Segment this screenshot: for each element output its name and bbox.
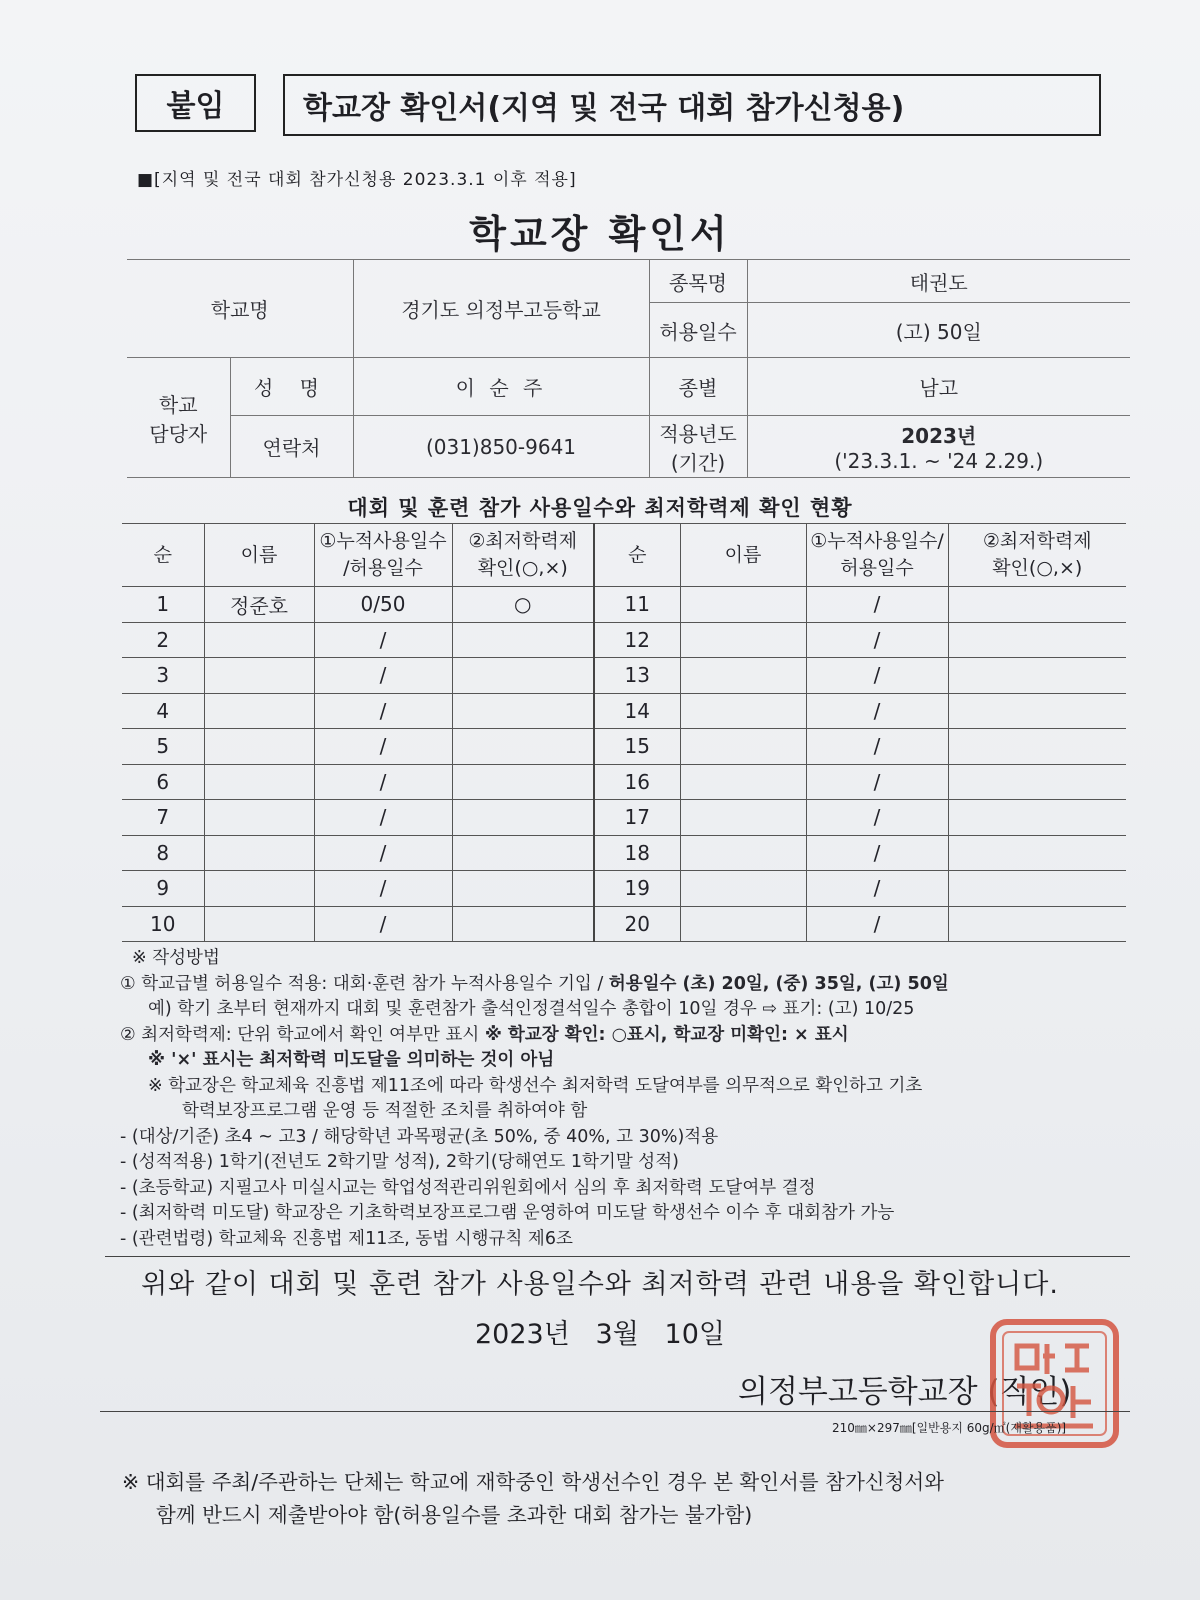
footer-line2: 함께 반드시 제출받아야 함(허용일수를 초과한 대회 참가는 불가함) xyxy=(156,1503,753,1527)
period-value: ('23.3.1. ~ '24 2.29.) xyxy=(834,449,1044,473)
table-row xyxy=(122,871,1126,907)
note-4a: ※ 학교장은 학교체육 진흥법 제11조에 따라 학생선수 최저학력 도달여부를 의무적으로 확인하고 기초 xyxy=(148,1075,923,1096)
note-1-example-text: 예) 학기 초부터 현재까지 대회 및 훈련참가 출석인정결석일수 총합이 10일 경우 ⇨ 표기: (고) 10/25 xyxy=(148,999,915,1019)
student-status-table xyxy=(122,523,1126,942)
header-cumulative-right xyxy=(806,524,948,587)
cumulative-days-cell: / xyxy=(806,871,948,907)
footer-note xyxy=(122,1466,1132,1532)
note-3: ※ '×' 표시는 최저학력 미도달을 의미하는 것이 아님 xyxy=(148,1050,555,1070)
student-name-cell xyxy=(204,622,314,658)
cumulative-days-cell: / xyxy=(806,622,948,658)
detail-4: - (최저학력 미도달) 학교장은 기초학력보장프로그램 운영하여 미도달 학생선수 이수 후 대회참가 가능 xyxy=(120,1203,895,1223)
sport-label: 종목명 xyxy=(649,260,747,303)
cumulative-days-cell: / xyxy=(314,800,452,836)
status-section-title: 대회 및 훈련 참가 사용일수와 최저학력제 확인 현황 xyxy=(347,496,853,520)
table-row xyxy=(122,729,1126,765)
note-2 xyxy=(120,1023,1130,1049)
table-row xyxy=(122,658,1126,694)
student-name-cell xyxy=(204,800,314,836)
cumulative-days-cell: / xyxy=(314,906,452,942)
row-number-cell: 9 xyxy=(122,871,204,907)
cumulative-days-cell: 0/50 xyxy=(314,587,452,623)
min-academic-check-cell: ○ xyxy=(452,587,594,623)
row-number-cell: 8 xyxy=(122,835,204,871)
table-row xyxy=(122,693,1126,729)
detail-5: - (관련법령) 학교체육 진흥법 제11조, 동법 시행규칙 제6조 xyxy=(120,1228,573,1249)
header-min-right-line2: 확인(○,×) xyxy=(992,557,1083,579)
table-row xyxy=(122,764,1126,800)
student-name-cell xyxy=(680,906,806,942)
confirmation-statement: 위와 같이 대회 및 훈련 참가 사용일수와 최저학력 관련 내용을 확인합니다. xyxy=(141,1269,1059,1300)
footer-line1: ※ 대회를 주최/주관하는 단체는 학교에 재학중인 학생선수인 경우 본 확인서를 참가신청서와 xyxy=(122,1470,944,1494)
instructions xyxy=(120,946,1130,1252)
attachment-label: 붙임 xyxy=(135,74,256,132)
student-name-cell xyxy=(680,622,806,658)
note-2-text: ② 최저학력제: 단위 학교에서 확인 여부만 표시 xyxy=(120,1024,485,1045)
category-value: 남고 xyxy=(747,358,1130,416)
contact-label: 연락처 xyxy=(230,416,353,478)
row-number-cell: 16 xyxy=(594,764,680,800)
note-1-example xyxy=(120,997,1130,1023)
year-cell xyxy=(747,416,1130,478)
document-title: 학교장 확인서 xyxy=(469,212,731,256)
school-info-table xyxy=(127,259,1130,478)
min-academic-check-cell xyxy=(452,693,594,729)
form-title: 학교장 확인서(지역 및 전국 대회 참가신청용) xyxy=(283,74,1101,136)
min-academic-check-cell xyxy=(948,871,1126,907)
note-2-bold: ※ 학교장 확인: ○표시, 학교장 미확인: × 표시 xyxy=(484,1024,849,1045)
min-academic-check-cell xyxy=(452,729,594,765)
school-value: 경기도 의정부고등학교 xyxy=(353,260,649,358)
min-academic-check-cell xyxy=(948,835,1126,871)
student-name-cell xyxy=(680,800,806,836)
student-name-cell xyxy=(204,835,314,871)
student-name-cell xyxy=(680,658,806,694)
header-name-right: 이름 xyxy=(680,524,806,587)
notes-heading: ※ 작성방법 xyxy=(132,948,220,968)
student-name-cell xyxy=(680,764,806,800)
row-number-cell: 17 xyxy=(594,800,680,836)
cumulative-days-cell: / xyxy=(806,658,948,694)
detail-3: - (초등학교) 지필고사 미실시교는 학업성적관리위원회에서 심의 후 최저학력 도달여부 결정 xyxy=(120,1177,816,1198)
paper-spec: 210㎜×297㎜[일반용지 60g/㎡(재활용품)] xyxy=(832,1421,1067,1435)
row-number-cell: 5 xyxy=(122,729,204,765)
table-row xyxy=(122,906,1126,942)
table-row xyxy=(122,587,1126,623)
min-academic-check-cell xyxy=(452,871,594,907)
min-academic-check-cell xyxy=(948,693,1126,729)
student-name-cell xyxy=(204,871,314,907)
year-value: 2023년 xyxy=(901,424,977,448)
student-name-cell xyxy=(680,587,806,623)
cumulative-days-cell: / xyxy=(806,764,948,800)
note-1-text: ① 학교급별 허용일수 적용: 대회·훈련 참가 누적사용일수 기입 / xyxy=(120,973,609,994)
name-label: 성 명 xyxy=(230,358,353,416)
contact-value: (031)850-9641 xyxy=(353,416,649,478)
confirmation-date: 2023년 3월 10일 xyxy=(475,1319,725,1350)
row-number-cell: 4 xyxy=(122,693,204,729)
cumulative-days-cell: / xyxy=(806,835,948,871)
table-header-row xyxy=(122,524,1126,587)
row-number-cell: 6 xyxy=(122,764,204,800)
header-min-line2: 확인(○,×) xyxy=(477,557,568,579)
table-row xyxy=(122,800,1126,836)
cumulative-days-cell: / xyxy=(314,658,452,694)
sport-value: 태권도 xyxy=(747,260,1130,303)
row-number-cell: 18 xyxy=(594,835,680,871)
detail-1: - (대상/기준) 초4 ~ 고3 / 해당학년 과목평균(초 50%, 중 40%, 고 30%)적용 xyxy=(120,1126,719,1147)
principal-signature-line: 의정부고등학교장 (직인) xyxy=(738,1374,1072,1410)
cumulative-days-cell: / xyxy=(314,764,452,800)
header-name: 이름 xyxy=(204,524,314,587)
detail-2: - (성적적용) 1학기(전년도 2학기말 성적), 2학기(당해연도 1학기말 성적) xyxy=(120,1152,679,1172)
year-label-line2: (기간) xyxy=(670,450,726,475)
min-academic-check-cell xyxy=(452,622,594,658)
name-value: 이 순 주 xyxy=(353,358,649,416)
student-name-cell xyxy=(680,693,806,729)
year-label-line1: 적용년도 xyxy=(659,421,737,446)
header-cumulative-line2: /허용일수 xyxy=(343,557,423,579)
table-row xyxy=(122,835,1126,871)
allowed-days-label: 허용일수 xyxy=(649,303,747,358)
table-body xyxy=(122,587,1126,942)
divider-top xyxy=(105,1256,1130,1257)
student-name-cell xyxy=(680,835,806,871)
min-academic-check-cell xyxy=(948,658,1126,694)
student-name-cell xyxy=(204,764,314,800)
form-subtitle: ■[지역 및 전국 대회 참가신청용 2023.3.1 이후 적용] xyxy=(137,170,577,190)
row-number-cell: 15 xyxy=(594,729,680,765)
cumulative-days-cell: / xyxy=(806,587,948,623)
row-number-cell: 12 xyxy=(594,622,680,658)
min-academic-check-cell xyxy=(948,764,1126,800)
manager-label-line1: 학교 xyxy=(158,392,198,417)
header-cumulative-line1: ①누적사용일수 xyxy=(319,530,447,552)
min-academic-check-cell xyxy=(948,729,1126,765)
row-number-cell: 3 xyxy=(122,658,204,694)
row-number-cell: 11 xyxy=(594,587,680,623)
cumulative-days-cell: / xyxy=(806,800,948,836)
note-4b: 학력보장프로그램 운영 등 적절한 조치를 취하여야 함 xyxy=(182,1101,588,1121)
cumulative-days-cell: / xyxy=(314,871,452,907)
student-name-cell xyxy=(204,729,314,765)
row-number-cell: 14 xyxy=(594,693,680,729)
cumulative-days-cell: / xyxy=(806,729,948,765)
header-min-line1: ②최저학력제 xyxy=(468,530,578,552)
cumulative-days-cell: / xyxy=(314,693,452,729)
min-academic-check-cell xyxy=(948,622,1126,658)
min-academic-check-cell xyxy=(948,906,1126,942)
header-no-right: 순 xyxy=(594,524,680,587)
row-number-cell: 13 xyxy=(594,658,680,694)
min-academic-check-cell xyxy=(948,800,1126,836)
header-min-academic xyxy=(452,524,594,587)
category-label: 종별 xyxy=(649,358,747,416)
cumulative-days-cell: / xyxy=(806,693,948,729)
year-label xyxy=(649,416,747,478)
student-name-cell xyxy=(680,871,806,907)
row-number-cell: 1 xyxy=(122,587,204,623)
table-row xyxy=(122,622,1126,658)
min-academic-check-cell xyxy=(452,835,594,871)
note-1-bold: 허용일수 (초) 20일, (중) 35일, (고) 50일 xyxy=(608,973,949,994)
student-name-cell: 정준호 xyxy=(204,587,314,623)
cumulative-days-cell: / xyxy=(314,729,452,765)
row-number-cell: 19 xyxy=(594,871,680,907)
note-1 xyxy=(120,972,1130,998)
min-academic-check-cell xyxy=(452,800,594,836)
header-cumulative-right-line1: ①누적사용일수/ xyxy=(810,530,944,552)
school-label: 학교명 xyxy=(127,260,353,358)
row-number-cell: 20 xyxy=(594,906,680,942)
row-number-cell: 7 xyxy=(122,800,204,836)
manager-label xyxy=(127,358,230,478)
row-number-cell: 10 xyxy=(122,906,204,942)
min-academic-check-cell xyxy=(452,906,594,942)
header-min-academic-right xyxy=(948,524,1126,587)
header-cumulative-right-line2: 허용일수 xyxy=(840,557,914,579)
divider-bottom xyxy=(100,1411,1130,1412)
cumulative-days-cell: / xyxy=(806,906,948,942)
cumulative-days-cell: / xyxy=(314,835,452,871)
header-cumulative xyxy=(314,524,452,587)
student-name-cell xyxy=(680,729,806,765)
allowed-days-value: (고) 50일 xyxy=(747,303,1130,358)
manager-label-line2: 담당자 xyxy=(149,421,208,446)
min-academic-check-cell xyxy=(452,764,594,800)
row-number-cell: 2 xyxy=(122,622,204,658)
student-name-cell xyxy=(204,693,314,729)
min-academic-check-cell xyxy=(452,658,594,694)
student-name-cell xyxy=(204,906,314,942)
cumulative-days-cell: / xyxy=(314,622,452,658)
header-min-right-line1: ②최저학력제 xyxy=(982,530,1092,552)
student-name-cell xyxy=(204,658,314,694)
header-no: 순 xyxy=(122,524,204,587)
min-academic-check-cell xyxy=(948,587,1126,623)
